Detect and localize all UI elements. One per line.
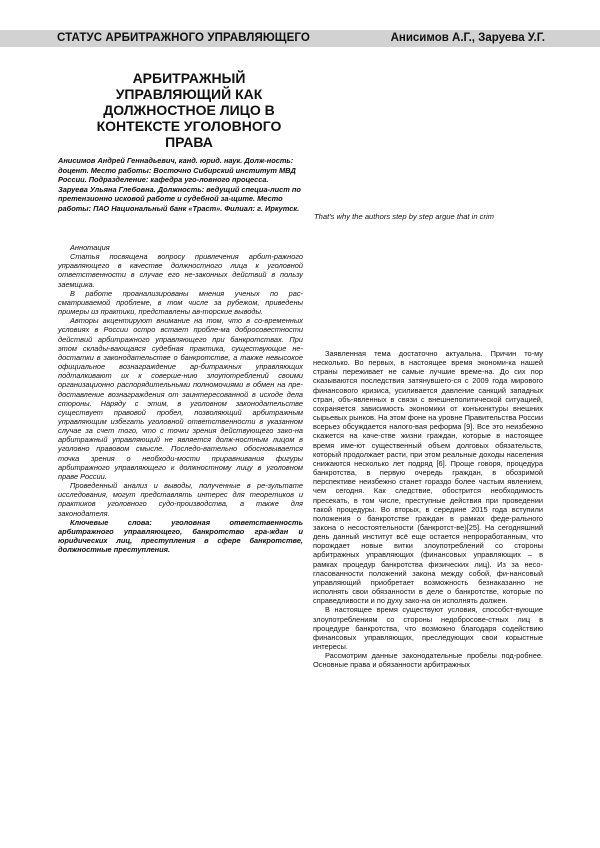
body-paragraph: Рассмотрим данные законодательные пробелы под-робнее. Основные права и обязанности арбитражных — [313, 651, 543, 670]
abstract-paragraph: Авторы акцентируют внимание на том, что в со-временных условиях в России остро встает пробле-ма добросовестности действий арбитражного управляющего при банкротствах. При этом склады-вающаяся судебная практика, существующие не-достатки в законодательстве о банкротстве, а также невысокое официальное вознаграждение ар-битражных управляющих подталкивают их к соверше-нию злоупотреблений своими организационно распорядительными полномочиями в обмен на пре-доставление вознаграждения от заинтересованной в исходе дела стороны. Наряду с этим, в уголовном законодательстве существует правовой пробел, позволяющий арбитражным управляющим избегать уголовной ответственности в указанном случае за счет того, что с точки зрения действующего зако-на арбитражный управляющий не является долж-ностным лицом в уголовно правовом смысле. Последо-вательно обосновывается точка зрения о необходи-мости приравнивания фигуры арбитражного управляющего к должностному лицу в уголовном праве России. — [58, 316, 303, 481]
author-1: Анисимов Андрей Геннадьевич, канд. юрид. наук. Долж-ность: доцент. Место работы: Восточно Сибирский институт МВД России. Подразделение: кафедра уго-ловного процесса. — [58, 156, 296, 184]
abstract-heading: Аннотация — [70, 243, 110, 252]
body-column — [313, 349, 543, 669]
body-paragraph: В настоящее время существуют условия, способст-вующие злоупотреблениям со стороны недобросове-стных лиц в процедуре банкротства, что возможно благодаря содействию финансовых управляющих, преследующих свои корыстные интересы. — [313, 605, 543, 651]
abstract-paragraph: Статья посвящена вопросу привлечения арбит-ражного управляющего в качестве должностного лица к уголовной ответственности в случае его не-законных действий в пользу заемщика. — [58, 252, 303, 289]
keywords: Ключевые слова: уголовная ответственность арбитражного управляющего, банкротство гра-ждан и юридических лиц, преступления в сфере банкротстве, должностные преступления. — [58, 517, 303, 555]
author-2: Заруева Ульяна Глебовна. Должность: ведущий специа-лист по претензионно исковой работе и судебной за-щите. Место работы: ПАО Национальный банк «Траст». Филиал: г. Иркутск. — [58, 184, 301, 213]
article-title: АРБИТРАЖНЫЙ УПРАВЛЯЮЩИЙ КАК ДОЛЖНОСТНОЕ ЛИЦО В КОНТЕКСТЕ УГОЛОВНОГО ПРАВА — [96, 70, 282, 150]
author-info — [58, 156, 303, 213]
body-paragraph: Заявленная тема достаточно актуальна. Причин то-му несколько. Во первых, в настоящее время экономи-ка нашей страны переживает не самые лучшие време-на. До сих пор сказываются последствия затянувшего-ся с 2009 года мирового финансового кризиса, усиливается давление санкций западных стран, объ-явленных в связи с внешнеполитической ситуацией, сохраняется зависимость экономики от конъюнктуры внешних сырьевых рынков. На этом фоне на уровне Правительства России всерьез обсуждается налого-вая реформа [9]. Все это неизбежно скажется на каче-стве жизни граждан, которые в настоящее время име-ют существенный объем долговых обязательств, который продолжает расти, при этом реальные доходы населения снижаются несколько лет подряд [6]. Проще говоря, процедура банкротства, в первую очередь граждан, в обозримой перспективе неизбежно станет гораздо более частым явлением, чем сегодня. Как следствие, обострится необходимость пресекать, в том числе, преступные действия при проведении такой процедуры. Во вторых, в середине 2015 года вступили положения о банкротстве граждан в рамках феде-рального закона о несостоятельности (банкротст-ве)[25]. На сегодняшний день данный институт всё еще остается непроработанным, что порождает новые витки злоупотреблений со стороны арбитражных управляющих (финансовых управляющих – в рамках процедур банкротства физических лиц). Из за несо-гласованности положений закона между собой, фи-нансовый управляющий приобретает возможность безнаказанно не исполнять свои обязанности в деле о банкротстве, которые по справедливости и по духу зако-на он исполнять должен. — [313, 349, 543, 606]
authors-short: Анисимов А.Г., Заруева У.Г. — [390, 32, 545, 44]
running-header — [0, 30, 600, 47]
abstract-paragraph: В работе проанализированы мнения ученых по рас-сматриваемой проблеме, в том числе за рубежом, приведены примеры из практики, представлены ав-торские выводы. — [58, 288, 303, 317]
english-abstract-fragment: That's why the authors step by step argue that in crim — [314, 212, 494, 221]
abstract-column — [58, 243, 303, 554]
section-title: СТАТУС АРБИТРАЖНОГО УПРАВЛЯЮЩЕГО — [57, 32, 310, 44]
abstract-paragraph: Проведенный анализ и выводы, полученные в ре-зультате исследования, могут представлять интерес для теоретиков и практиков уголовного судо-производства, а также для законодателя. — [58, 481, 303, 518]
